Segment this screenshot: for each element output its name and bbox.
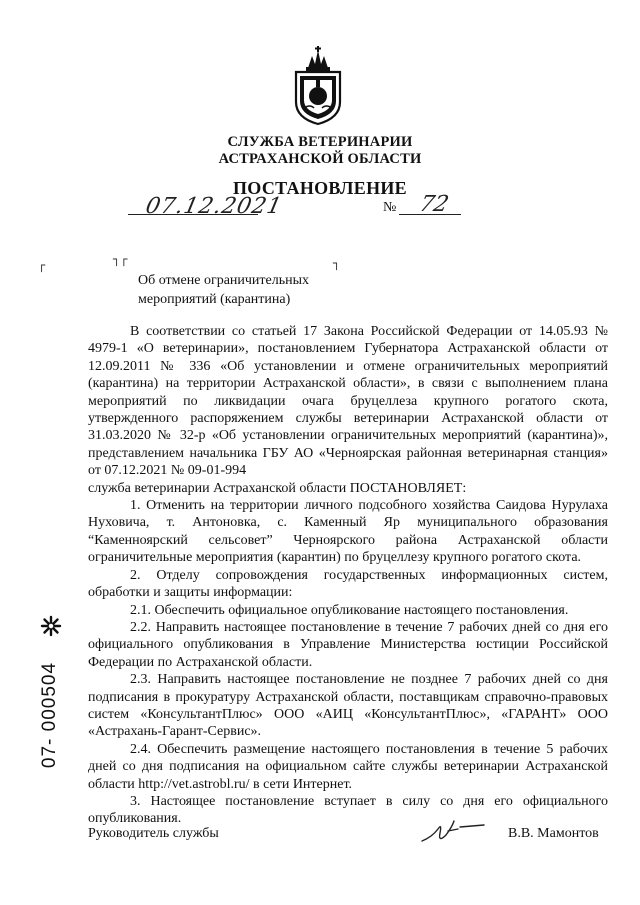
- subject-line-1: Об отмене ограничительных: [138, 273, 310, 288]
- corner-mark-subject-left: ┐┌: [113, 252, 128, 266]
- item-2-3: 2.3. Направить настоящее постановление не позднее 7 рабочих дней со дня подписания в прокуратуру Астраханской области, поставщикам справочно-правовых систем «КонсультантПлюс» ООО «АИЦ «КонсультантПлюс», «ГАРАНТ» ООО «Астрахань-Гарант-Сервис».: [88, 672, 608, 740]
- document-body: [88, 323, 608, 828]
- signer-name: В.В. Мамонтов: [508, 826, 599, 841]
- registration-number: [38, 660, 62, 770]
- subject-line-2: мероприятий (карантина): [138, 292, 291, 307]
- corner-mark-left: ┌: [38, 258, 46, 272]
- handwritten-date: 07.12.2021: [143, 194, 285, 219]
- item-2-2: 2.2. Направить настоящее постановление в течение 7 рабочих дней со дня его официального опубликования в Управление Министерства юстиции Российской Федерации по Астраханской области.: [88, 619, 608, 670]
- preamble-paragraph: В соответствии со статьей 17 Закона Российской Федерации от 14.05.93 № 4979-1 «О ветеринарии», постановлением Губернатора Астраханской области от 12.09.2011 № 336 «Об установлении и отмене ограничительных мероприятий (карантина) на территории Астраханской области», в связи с выполнением плана мероприятий по ликвидации очага бруцеллеза крупного рогатого скота, утвержденного распоряжением службы ветеринарии Астраханской области от 31.03.2020 № 32-р «Об установлении ограничительных мероприятий (карантина)», представлением начальника ГБУ АО «Черноярская районная ветеринарная станция» от 07.12.2021 № 09-01-994: [88, 324, 608, 479]
- item-2-1: 2.1. Обеспечить официальное опубликование настоящего постановления.: [130, 602, 569, 618]
- corner-mark-subject-right: ┐: [333, 256, 341, 270]
- handwritten-number: 72: [416, 192, 452, 217]
- coat-of-arms-icon: [290, 46, 346, 126]
- registration-number-text: 07- 000504: [39, 661, 60, 769]
- item-2: 2. Отделу сопровождения государственных информационных систем, обработки и защиты информации:: [88, 567, 608, 601]
- subject: [138, 271, 358, 309]
- resolves-line: служба ветеринарии Астраханской области ПОСТАНОВЛЯЕТ:: [88, 480, 467, 496]
- number-label: №: [383, 200, 397, 215]
- asterisk-icon: [40, 615, 62, 637]
- item-2-4: 2.4. Обеспечить размещение настоящего постановления в течение 5 рабочих дней со дня подписания на официальном сайте службы ветеринарии Астраханской области http://vet.astrobl.ru/ в сети Интернет.: [88, 741, 608, 792]
- item-1: 1. Отменить на территории личного подсобного хозяйства Саидова Нурулаха Нуховича, т. Антоновка, с. Каменный Яр муниципального образования “Каменноярский сельсовет” Черноярского района Астраханской области ограничительные мероприятия (карантин) по бруцеллезу крупного рогатого скота.: [88, 498, 608, 566]
- signer-role: Руководитель службы: [88, 826, 219, 841]
- document-type: ПОСТАНОВЛЕНИЕ: [233, 178, 407, 198]
- org-name-line-2: АСТРАХАНСКОЙ ОБЛАСТИ: [218, 151, 422, 167]
- item-3: 3. Настоящее постановление вступает в силу со дня его официального опубликования.: [88, 793, 608, 827]
- handwritten-signature: [418, 815, 488, 847]
- org-name-line-1: СЛУЖБА ВЕТЕРИНАРИИ: [227, 134, 413, 150]
